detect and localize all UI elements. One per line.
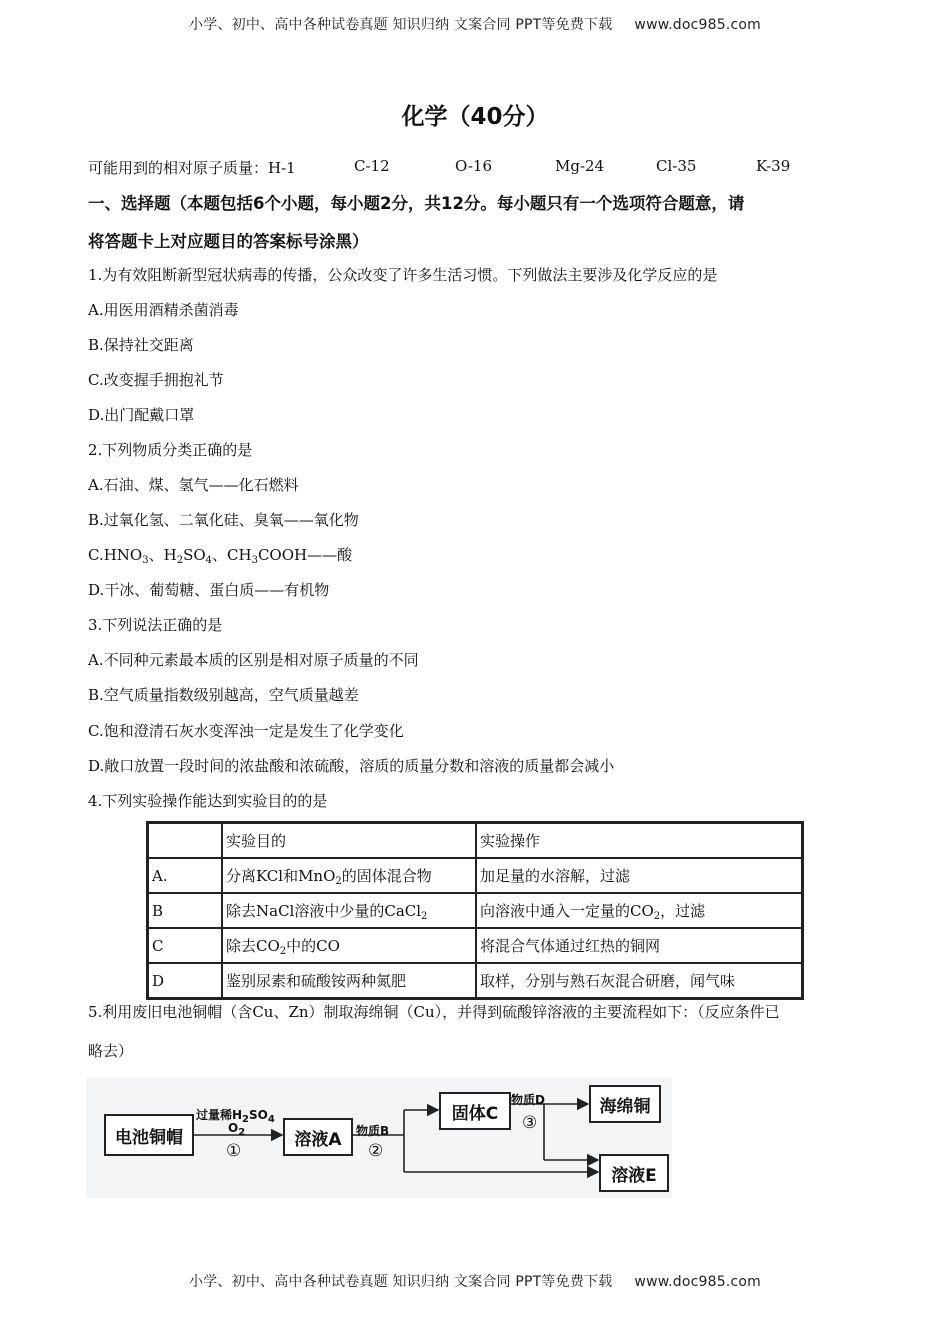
table-row <box>148 823 802 858</box>
reagent-1-sub1: 2 <box>242 1114 250 1125</box>
reagent-1-sub3: 2 <box>238 1127 246 1138</box>
step-1-marker: ① <box>226 1141 242 1161</box>
row-a-goal-p1: 分离KCl和MnO <box>226 867 336 885</box>
row-a-operation: 加足量的水溶解，过滤 <box>476 858 802 893</box>
node-sponge-copper: 海绵铜 <box>589 1085 661 1123</box>
mass-c: C-12 <box>354 157 390 175</box>
table-head-operation: 实验操作 <box>476 823 802 858</box>
q2c-part5: COOH——酸 <box>257 546 353 564</box>
reagent-1-p1: 过量稀H <box>196 1108 243 1122</box>
q2-option-c <box>88 544 352 565</box>
q2c-sub2: 2 <box>176 555 184 566</box>
q2-stem: 2.下列物质分类正确的是 <box>88 441 253 459</box>
q5-stem-line2: 略去） <box>88 1042 134 1060</box>
row-b-op-sub: 2 <box>653 911 661 922</box>
q1-option-c: C.改变握手拥抱礼节 <box>88 371 224 389</box>
row-a-goal <box>222 858 476 893</box>
row-c-key: C <box>148 928 222 963</box>
q2c-part2: 、H <box>148 546 177 564</box>
q1-option-a: A.用医用酒精杀菌消毒 <box>88 301 239 319</box>
row-b-op-p1: 向溶液中通入一定量的CO <box>480 902 654 920</box>
page-footer <box>0 1271 950 1291</box>
q3-option-c: C.饱和澄清石灰水变浑浊一定是发生了化学变化 <box>88 722 404 740</box>
q1-option-d: D.出门配戴口罩 <box>88 406 195 424</box>
row-b-goal-p1: 除去NaCl溶液中少量的CaCl <box>226 902 422 920</box>
row-d-operation: 取样，分别与熟石灰混合研磨，闻气味 <box>476 963 802 998</box>
q5-stem-line1: 5.利用废旧电池铜帽（含Cu、Zn）制取海绵铜（Cu），并得到硫酸锌溶液的主要流程如下：（反应条件已 <box>88 1003 780 1021</box>
row-d-goal: 鉴别尿素和硫酸铵两种氮肥 <box>222 963 476 998</box>
q2-option-a: A.石油、煤、氢气——化石燃料 <box>88 476 299 494</box>
row-c-operation: 将混合气体通过红热的铜网 <box>476 928 802 963</box>
table-row <box>148 893 802 928</box>
step-2-marker: ② <box>368 1141 384 1161</box>
q2-option-b: B.过氧化氢、二氧化硅、臭氧——氧化物 <box>88 511 359 529</box>
q1-stem: 1.为有效阻断新型冠状病毒的传播，公众改变了许多生活习惯。下列做法主要涉及化学反应的是 <box>88 266 718 284</box>
header-site: www.doc985.com <box>634 17 761 33</box>
reagent-1-oxygen <box>228 1121 246 1138</box>
node-solution-a: 溶液A <box>283 1118 353 1156</box>
q3-option-d: D.敞口放置一段时间的浓盐酸和浓硫酸，溶质的质量分数和溶液的质量都会减小 <box>88 757 615 775</box>
row-a-goal-sub: 2 <box>335 876 342 887</box>
q3-option-b: B.空气质量指数级别越高，空气质量越差 <box>88 686 359 704</box>
node-battery-cap: 电池铜帽 <box>104 1114 194 1156</box>
process-flow-diagram <box>86 1078 672 1198</box>
atomic-mass-line <box>88 157 808 177</box>
table-row <box>148 928 802 963</box>
q1-option-b: B.保持社交距离 <box>88 336 194 354</box>
row-c-goal-sub: 2 <box>279 946 287 957</box>
q4-stem: 4.下列实验操作能达到实验目的的是 <box>88 792 328 810</box>
table-row <box>148 858 802 893</box>
atomic-mass-label <box>88 157 296 178</box>
reagent-1-o: O <box>228 1121 239 1135</box>
q2c-part4: 、CH <box>212 546 252 564</box>
reagent-1-p2: SO <box>249 1108 268 1122</box>
row-b-operation <box>476 893 802 928</box>
row-c-goal <box>222 928 476 963</box>
row-c-goal-p1: 除去CO <box>226 937 280 955</box>
mass-mg: Mg-24 <box>555 157 605 175</box>
page-header <box>0 14 950 34</box>
section-heading-line1: 一、选择题（本题包括6个小题，每小题2分，共12分。每小题只有一个选项符合题意，请 <box>88 194 745 213</box>
table-head-goal: 实验目的 <box>222 823 476 858</box>
page-title: 化学（40分） <box>401 104 549 130</box>
footer-site: www.doc985.com <box>634 1274 761 1290</box>
mass-o: O-16 <box>455 157 493 175</box>
q2-option-d: D.干冰、葡萄糖、蛋白质——有机物 <box>88 581 330 599</box>
footer-text: 小学、初中、高中各种试卷真题 知识归纳 文案合同 PPT等免费下载 <box>189 1274 613 1290</box>
q4-table <box>146 821 804 1000</box>
q2c-sub4: 3 <box>251 555 258 566</box>
header-text: 小学、初中、高中各种试卷真题 知识归纳 文案合同 PPT等免费下载 <box>189 17 613 33</box>
row-a-goal-p2: 的固体混合物 <box>341 867 432 885</box>
row-b-op-p2: ，过滤 <box>660 902 706 920</box>
mass-cl: Cl-35 <box>656 157 697 175</box>
node-solid-c: 固体C <box>439 1092 511 1130</box>
row-d-key: D <box>148 963 222 998</box>
q2c-part1: C.HNO <box>88 546 143 564</box>
reagent-3: 物质D <box>511 1093 545 1107</box>
row-b-key: B <box>148 893 222 928</box>
step-3-marker: ③ <box>522 1113 538 1133</box>
row-c-goal-p2: 中的CO <box>286 937 340 955</box>
q3-stem: 3.下列说法正确的是 <box>88 616 223 634</box>
row-b-goal <box>222 893 476 928</box>
reagent-2: 物质B <box>356 1124 390 1138</box>
table-head-blank <box>148 823 222 858</box>
row-a-key: A. <box>148 858 222 893</box>
mass-k: K-39 <box>756 157 791 175</box>
q3-option-a: A.不同种元素最本质的区别是相对原子质量的不同 <box>88 651 419 669</box>
q2c-sub3: 4 <box>205 555 213 566</box>
table-row <box>148 963 802 998</box>
q2c-sub1: 3 <box>142 555 149 566</box>
mass-h: H-1 <box>268 159 296 177</box>
row-b-goal-sub: 2 <box>421 911 428 922</box>
atomic-mass-label-text: 可能用到的相对原子质量： <box>88 159 269 177</box>
section-heading-line2: 将答题卡上对应题目的答案标号涂黑） <box>88 232 369 251</box>
node-solution-e: 溶液E <box>599 1154 669 1192</box>
reagent-1-sub2: 4 <box>267 1114 275 1125</box>
q2c-part3: SO <box>183 546 206 564</box>
